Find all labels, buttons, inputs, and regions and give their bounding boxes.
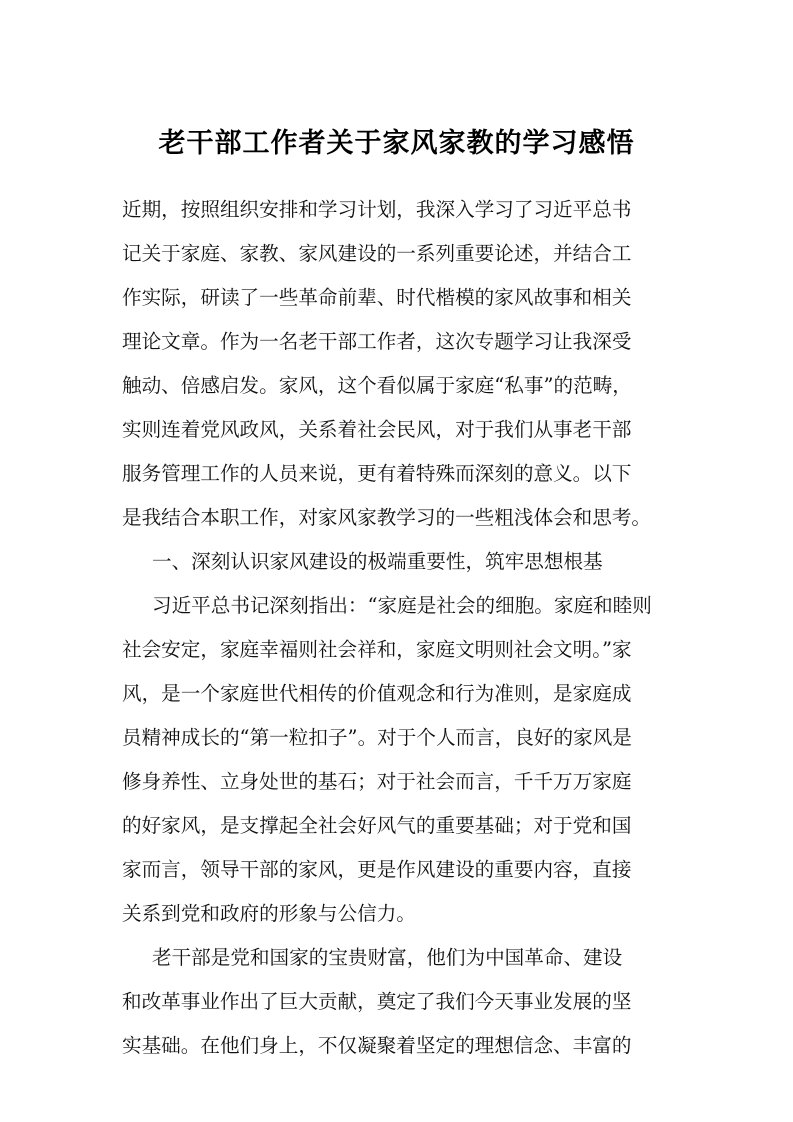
- paragraph-line: 的好家风，是支撑起全社会好风气的重要基础；对于党和国: [122, 814, 632, 837]
- paragraph-line: 习近平总书记深刻指出：“家庭是社会的细胞。家庭和睦则: [152, 594, 652, 617]
- paragraph-line: 和改革事业作出了巨大贡献，奠定了我们今天事业发展的坚: [122, 990, 632, 1013]
- paragraph-line: 触动、倍感启发。家风，这个看似属于家庭“私事”的范畴，: [122, 374, 632, 397]
- paragraph-line: 是我结合本职工作，对家风家教学习的一些粗浅体会和思考。: [122, 506, 652, 529]
- paragraph-line: 记关于家庭、家教、家风建设的一系列重要论述，并结合工: [122, 242, 632, 265]
- paragraph-line: 家而言，领导干部的家风，更是作风建设的重要内容，直接: [122, 858, 632, 881]
- paragraph-line: 员精神成长的“第一粒扣子”。对于个人而言，良好的家风是: [122, 726, 632, 749]
- paragraph-line: 理论文章。作为一名老干部工作者，这次专题学习让我深受: [122, 330, 632, 353]
- paragraph-line: 实基础。在他们身上，不仅凝聚着坚定的理想信念、丰富的: [122, 1034, 632, 1057]
- paragraph-line: 服务管理工作的人员来说，更有着特殊而深刻的意义。以下: [122, 462, 632, 485]
- section-heading: 一、深刻认识家风建设的极端重要性，筑牢思想根基: [152, 550, 603, 573]
- paragraph-line: 风，是一个家庭世代相传的价值观念和行为准则，是家庭成: [122, 682, 632, 705]
- paragraph-line: 作实际，研读了一些革命前辈、时代楷模的家风故事和相关: [122, 286, 632, 309]
- paragraph-line: 社会安定，家庭幸福则社会祥和，家庭文明则社会文明。”家: [122, 638, 632, 661]
- paragraph-line: 修身养性、立身处世的基石；对于社会而言，千千万万家庭: [122, 770, 632, 793]
- paragraph-line: 关系到党和政府的形象与公信力。: [122, 902, 416, 925]
- paragraph-line: 近期，按照组织安排和学习计划，我深入学习了习近平总书: [122, 198, 632, 221]
- paragraph-line: 老干部是党和国家的宝贵财富，他们为中国革命、建设: [152, 946, 623, 969]
- paragraph-line: 实则连着党风政风，关系着社会民风，对于我们从事老干部: [122, 418, 632, 441]
- document-title: 老干部工作者关于家风家教的学习感悟: [158, 128, 635, 159]
